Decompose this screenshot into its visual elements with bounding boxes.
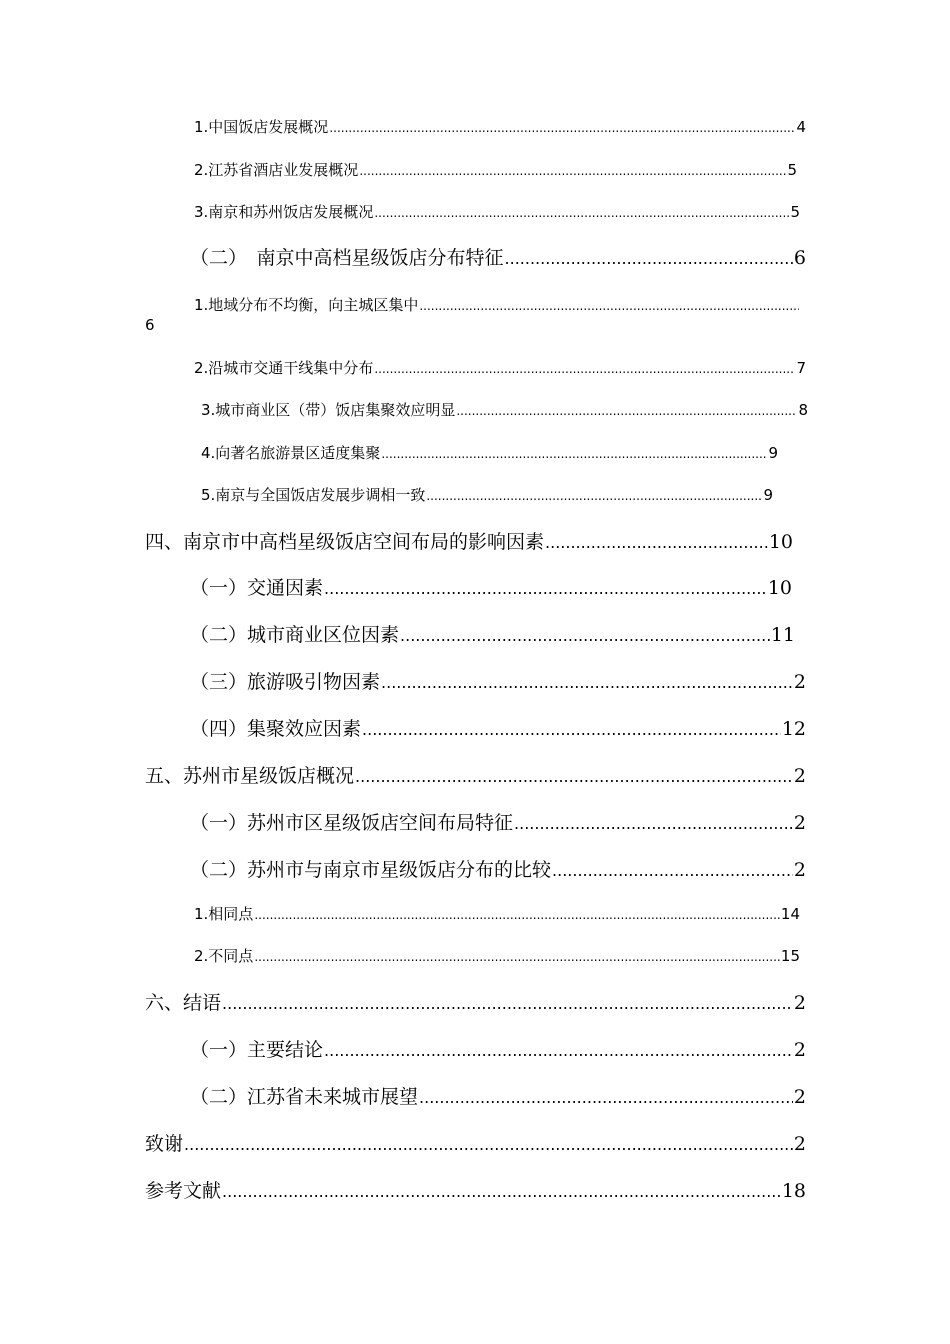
toc-entry-title: 3.南京和苏州饭店发展概况 (194, 203, 374, 221)
toc-entry[interactable] (201, 484, 773, 506)
toc-entry-page: 2 (793, 1039, 806, 1061)
toc-entry-title: （三）旅游吸引物因素 (190, 671, 381, 693)
toc-entry[interactable] (145, 527, 793, 555)
toc-entry[interactable] (190, 667, 806, 695)
toc-entry[interactable] (201, 399, 808, 421)
toc-entry-page: 14 (780, 905, 800, 923)
toc-leader (545, 533, 768, 552)
toc-leader (505, 249, 793, 268)
toc-entry-page: 11 (770, 624, 795, 646)
toc-entry-page: 5 (787, 161, 797, 179)
toc-leader (456, 404, 797, 418)
toc-entry-title: 3.城市商业区（带）饭店集聚效应明显 (201, 401, 456, 419)
toc-leader (324, 579, 767, 598)
toc-entry[interactable] (194, 159, 797, 181)
toc-entry-title: 1.中国饭店发展概况 (194, 118, 329, 136)
toc-leader (254, 950, 780, 964)
toc-entry[interactable] (145, 988, 806, 1016)
toc-entry[interactable] (194, 201, 800, 223)
toc-entry-title: （二）苏州市与南京市星级饭店分布的比较 (190, 859, 552, 881)
toc-entry-page: 2 (793, 765, 806, 787)
toc-entry-title: 六、结语 (145, 992, 222, 1014)
toc-entry-page: 7 (796, 359, 806, 377)
toc-entry-page: 2 (793, 671, 806, 693)
toc-entry-page: 18 (781, 1180, 806, 1202)
toc-entry-title: 五、苏州市星级饭店概况 (145, 765, 355, 787)
toc-leader (381, 447, 767, 461)
toc-entry[interactable] (201, 442, 778, 464)
toc-leader (426, 489, 762, 503)
toc-entry[interactable] (145, 1129, 806, 1157)
toc-entry[interactable] (145, 761, 806, 789)
toc-entry-title: 参考文献 (145, 1180, 222, 1202)
toc-leader (374, 362, 795, 376)
toc-entry-page: 2 (793, 812, 806, 834)
toc-entry[interactable] (190, 573, 792, 601)
toc-entry-title: 5.南京与全国饭店发展步调相一致 (201, 486, 426, 504)
toc-entry[interactable] (190, 620, 795, 648)
toc-entry-page: 5 (790, 203, 800, 221)
toc-leader (355, 767, 793, 786)
toc-leader (381, 673, 793, 692)
toc-leader (552, 861, 793, 880)
toc-entry[interactable] (145, 1176, 806, 1204)
toc-entry[interactable] (190, 1082, 806, 1110)
toc-entry[interactable] (190, 243, 806, 271)
toc-entry[interactable] (190, 855, 806, 883)
toc-entry-title: 四、南京市中高档星级饭店空间布局的影响因素 (145, 531, 545, 553)
toc-leader (222, 1182, 781, 1201)
toc-entry[interactable] (194, 903, 800, 925)
toc-entry-title: 2.沿城市交通干线集中分布 (194, 359, 374, 377)
toc-entry[interactable] (190, 1035, 806, 1063)
toc-entry-title: 4.向著名旅游景区适度集聚 (201, 444, 381, 462)
toc-leader (324, 1041, 793, 1060)
toc-leader (329, 121, 795, 135)
toc-entry[interactable] (194, 116, 806, 138)
toc-entry-title: （一）交通因素 (190, 577, 324, 599)
toc-entry-page: 2 (793, 1133, 806, 1155)
toc-entry-page: 9 (768, 444, 778, 462)
toc-entry-page: 15 (780, 947, 800, 965)
toc-entry-title: 1.地域分布不均衡，向主城区集中 (194, 296, 419, 314)
toc-entry-page: 12 (781, 718, 806, 740)
toc-entry-title: （二）江苏省未来城市展望 (190, 1086, 419, 1108)
toc-leader (419, 1088, 793, 1107)
toc-leader (222, 994, 793, 1013)
toc-entry-title: （二）城市商业区位因素 (190, 624, 400, 646)
toc-entry-title: 2.江苏省酒店业发展概况 (194, 161, 359, 179)
toc-entry-title: （四）集聚效应因素 (190, 718, 362, 740)
toc-entry-page: 2 (793, 992, 806, 1014)
toc-leader (374, 206, 789, 220)
toc-entry-title: （一）苏州市区星级饭店空间布局特征 (190, 812, 514, 834)
toc-entry-page: 10 (768, 531, 793, 553)
toc-entry-title: 1.相同点 (194, 905, 254, 923)
toc-leader (419, 299, 799, 313)
toc-entry-page-wrapped: 6 (145, 316, 155, 334)
toc-leader (362, 720, 781, 739)
toc-entry-title: 致谢 (145, 1133, 184, 1155)
toc-entry-page: 2 (793, 1086, 806, 1108)
toc-leader (184, 1135, 793, 1154)
toc-entry-title: （一）主要结论 (190, 1039, 324, 1061)
toc-entry[interactable] (194, 294, 800, 316)
toc-entry-page: 2 (793, 859, 806, 881)
toc-leader (254, 908, 780, 922)
toc-leader (514, 814, 793, 833)
toc-entry-title: 2.不同点 (194, 947, 254, 965)
toc-entry-page: 9 (763, 486, 773, 504)
toc-entry-page: 8 (798, 401, 808, 419)
toc-entry-page: 10 (767, 577, 792, 599)
toc-entry-title: （二） 南京中高档星级饭店分布特征 (190, 247, 504, 269)
toc-entry[interactable] (194, 945, 800, 967)
toc-entry[interactable] (194, 357, 806, 379)
toc-leader (400, 626, 770, 645)
toc-entry-page: 4 (796, 118, 806, 136)
toc-entry[interactable] (190, 808, 806, 836)
toc-entry[interactable] (190, 714, 806, 742)
toc-leader (359, 164, 786, 178)
toc-entry-page: 6 (793, 247, 806, 269)
